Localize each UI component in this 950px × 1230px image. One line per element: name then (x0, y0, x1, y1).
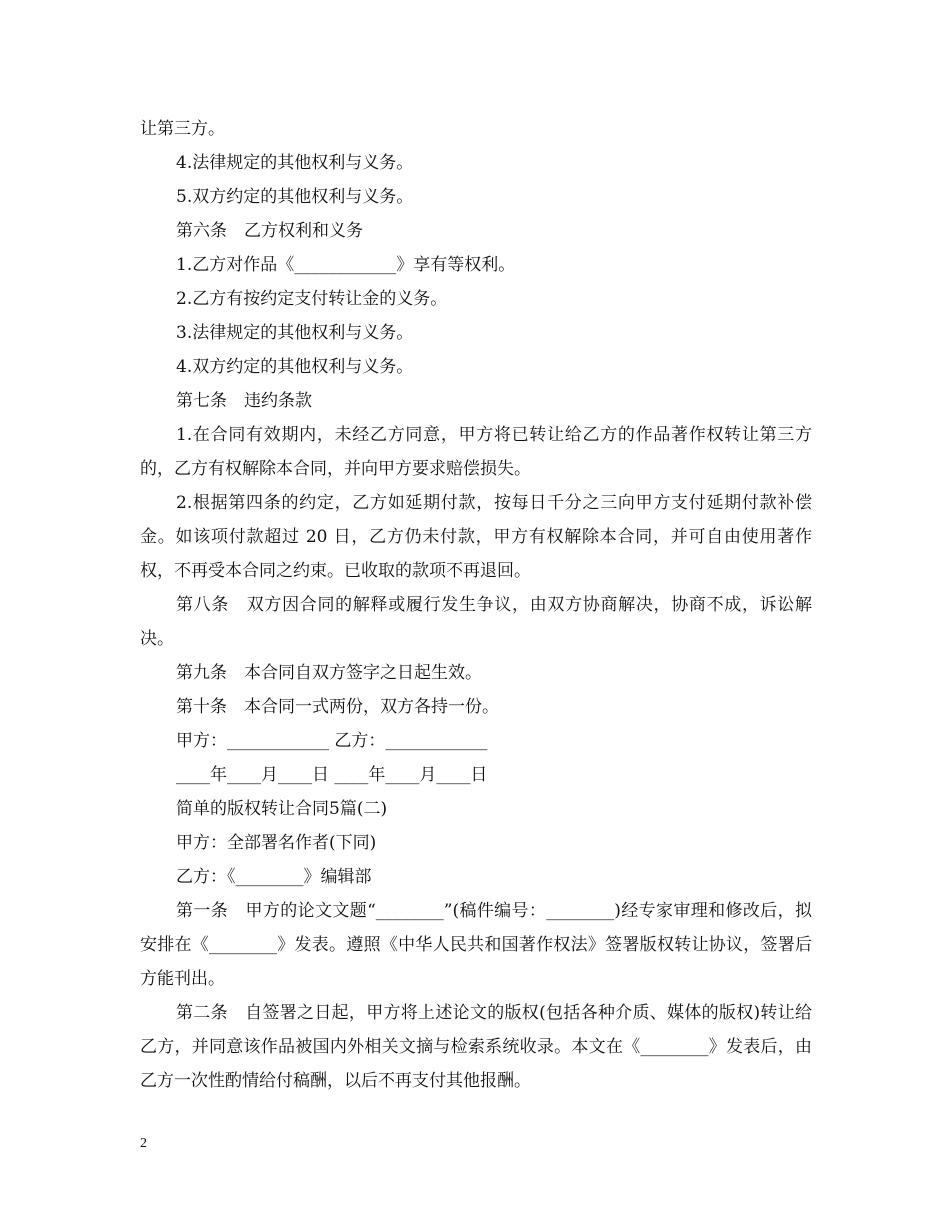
section-heading: 第七条 违约条款 (176, 391, 312, 411)
paragraph: 2.乙方有按约定支付转让金的义务。 (176, 289, 448, 309)
party-b-line: 乙方：《________》编辑部 (176, 867, 372, 887)
party-a-line: 甲方：全部署名作者(下同) (176, 833, 377, 853)
signature-line: 甲方：____________ 乙方：____________ (176, 731, 488, 751)
paragraph: 3.法律规定的其他权利与义务。 (176, 323, 414, 343)
paragraph: 1.在合同有效期内，未经乙方同意，甲方将已转让给乙方的作品著作权转让第三方的，乙方有权解除本合同，并向甲方要求赔偿损失。 (140, 425, 812, 479)
document-body (140, 112, 812, 1098)
paragraph: 第八条 双方因合同的解释或履行发生争议，由双方协商解决，协商不成，诉讼解决。 (140, 595, 812, 649)
paragraph: 第一条 甲方的论文文题“________”(稿件编号：________)经专家审理和修改后，拟安排在《________》发表。遵照《中华人民共和国著作权法》签署版权转让协议，签署后方能刊出。 (140, 901, 812, 989)
page-number: 2 (140, 1136, 147, 1151)
paragraph: 第二条 自签署之日起，甲方将上述论文的版权(包括各种介质、媒体的版权)转让给乙方，并同意该作品被国内外相关文摘与检索系统收录。本文在《________》发表后，由乙方一次性酌情给付稿酬，以后不再支付其他报酬。 (140, 1003, 812, 1091)
section-heading: 第六条 乙方权利和义务 (176, 221, 363, 241)
paragraph: 4.双方约定的其他权利与义务。 (176, 357, 414, 377)
paragraph: 第十条 本合同一式两份，双方各持一份。 (176, 697, 499, 717)
paragraph: 1.乙方对作品《____________》享有等权利。 (176, 255, 516, 275)
date-line: ____年____月____日 ____年____月____日 (176, 765, 488, 785)
paragraph: 2.根据第四条的约定，乙方如延期付款，按每日千分之三向甲方支付延期付款补偿金。如该项付款超过 20 日，乙方仍未付款，甲方有权解除本合同，并可自由使用著作权，不再受本合同之约束。已收取的款项不再退回。 (140, 493, 812, 581)
document-subtitle: 简单的版权转让合同5篇(二) (176, 799, 388, 819)
paragraph: 让第三方。 (140, 119, 225, 139)
paragraph: 第九条 本合同自双方签字之日起生效。 (176, 663, 482, 683)
paragraph: 4.法律规定的其他权利与义务。 (176, 153, 414, 173)
paragraph: 5.双方约定的其他权利与义务。 (176, 187, 414, 207)
